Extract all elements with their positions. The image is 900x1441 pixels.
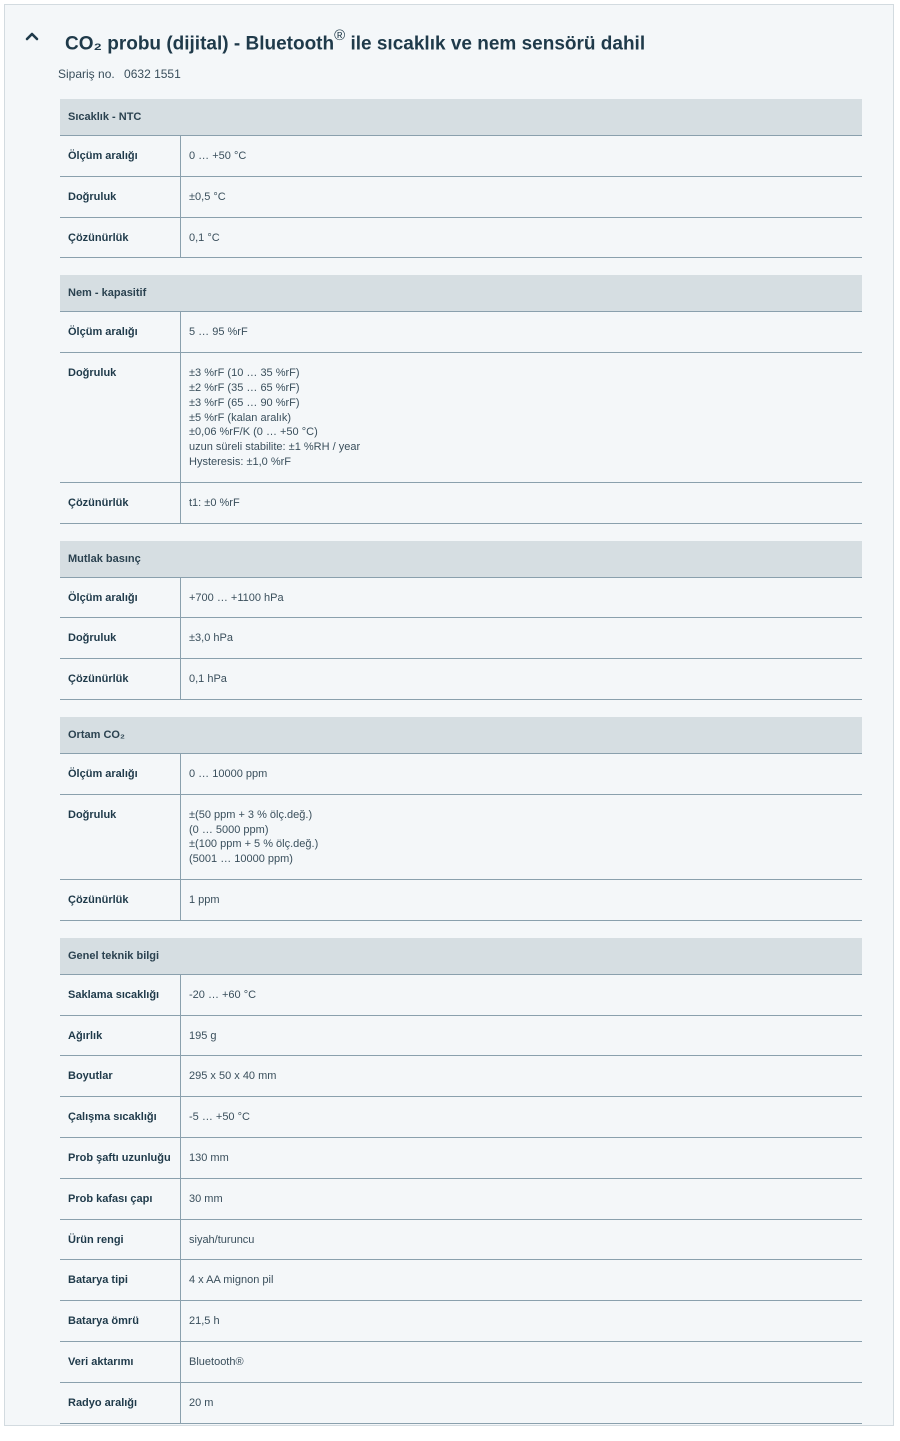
- spec-row: [60, 1179, 862, 1220]
- spec-label: Doğruluk: [60, 795, 181, 879]
- spec-value: t1: ±0 %rF: [189, 496, 240, 509]
- spec-label: Ürün rengi: [60, 1220, 181, 1260]
- spec-value: 0,1 °C: [189, 231, 220, 244]
- spec-value: +700 … +1100 hPa: [189, 591, 284, 604]
- page-title: [65, 29, 645, 55]
- spec-value: ±(50 ppm + 3 % ölç.değ.) (0 … 5000 ppm) ±(100 ppm + 5 % ölç.değ.) (5001 … 10000 ppm): [189, 808, 319, 866]
- spec-section: [60, 275, 862, 523]
- section-header: Ortam CO₂: [60, 717, 862, 754]
- collapse-button[interactable]: [21, 25, 43, 47]
- order-number-label: Sipariş no.: [58, 67, 115, 81]
- spec-value: 1 ppm: [189, 893, 220, 906]
- spec-label: Çözünürlük: [60, 659, 181, 699]
- spec-value: 295 x 50 x 40 mm: [189, 1070, 277, 1083]
- product-spec-panel: [4, 4, 894, 1426]
- spec-row: [60, 1220, 862, 1261]
- spec-label: Radyo aralığı: [60, 1383, 181, 1423]
- spec-value: 0 … +50 °C: [189, 150, 247, 162]
- spec-value: 4 x AA mignon pil: [189, 1274, 274, 1287]
- spec-label: Ağırlık: [60, 1016, 181, 1056]
- title-main: CO₂ probu (dijital) - Bluetooth: [65, 33, 335, 55]
- spec-value: -20 … +60 °C: [189, 988, 257, 1001]
- spec-label: Prob kafası çapı: [60, 1179, 181, 1219]
- spec-value: siyah/turuncu: [189, 1233, 255, 1246]
- registered-mark: ®: [334, 27, 346, 44]
- spec-label: Batarya ömrü: [60, 1301, 181, 1341]
- chevron-up-icon: [25, 31, 39, 41]
- spec-value: 21,5 h: [189, 1315, 220, 1328]
- spec-row: [60, 880, 862, 921]
- spec-label: Ölçüm aralığı: [60, 136, 181, 176]
- spec-section: [60, 717, 862, 921]
- spec-row: [60, 483, 862, 524]
- spec-label: Doğruluk: [60, 177, 181, 217]
- spec-label: Çözünürlük: [60, 218, 181, 258]
- spec-row: [60, 1383, 862, 1424]
- spec-label: Ölçüm aralığı: [60, 754, 181, 794]
- spec-value: ±0,5 °C: [189, 190, 226, 203]
- spec-label: Ölçüm aralığı: [60, 312, 181, 352]
- spec-label: Çözünürlük: [60, 483, 181, 523]
- spec-row: [60, 177, 862, 218]
- spec-label: Prob şaftı uzunluğu: [60, 1138, 181, 1178]
- spec-row: [60, 218, 862, 259]
- spec-section: [60, 99, 862, 258]
- order-number-value: 0632 1551: [124, 67, 181, 81]
- spec-section: [60, 938, 862, 1424]
- spec-label: Çözünürlük: [60, 880, 181, 920]
- spec-row: [60, 659, 862, 700]
- section-header: Sıcaklık - NTC: [60, 99, 862, 136]
- spec-section: [60, 541, 862, 700]
- spec-label: Doğruluk: [60, 353, 181, 482]
- spec-row: [60, 1342, 862, 1383]
- title-rest: ile sıcaklık ve nem sensörü dahil: [345, 33, 646, 55]
- spec-label: Doğruluk: [60, 618, 181, 658]
- spec-row: [60, 1301, 862, 1342]
- spec-value: ±3 %rF (10 … 35 %rF) ±2 %rF (35 … 65 %rF) ±3 %rF (65 … 90 %rF) ±5 %rF (kalan aralık) ±0,06 %rF/K (0 … +50 °C) uzun süreli stabilite: ±1 %RH / year Hysteresis: ±1,0 %rF: [189, 367, 361, 468]
- spec-sections: [60, 99, 862, 1441]
- order-number-line: [58, 67, 181, 81]
- spec-value: -5 … +50 °C: [189, 1111, 250, 1124]
- spec-row: [60, 1016, 862, 1057]
- section-header: Genel teknik bilgi: [60, 938, 862, 975]
- spec-row: [60, 754, 862, 795]
- spec-row: [60, 353, 862, 483]
- spec-row: [60, 975, 862, 1016]
- spec-row: [60, 1097, 862, 1138]
- spec-row: [60, 312, 862, 353]
- spec-label: Ölçüm aralığı: [60, 578, 181, 618]
- spec-value: 195 g: [189, 1029, 217, 1042]
- spec-row: [60, 1056, 862, 1097]
- section-header: Nem - kapasitif: [60, 275, 862, 312]
- spec-label: Veri aktarımı: [60, 1342, 181, 1382]
- spec-value: 20 m: [189, 1396, 214, 1409]
- spec-row: [60, 1260, 862, 1301]
- spec-value: 0 … 10000 ppm: [189, 767, 268, 780]
- spec-label: Batarya tipi: [60, 1260, 181, 1300]
- spec-label: Saklama sıcaklığı: [60, 975, 181, 1015]
- spec-row: [60, 136, 862, 177]
- spec-value: 0,1 hPa: [189, 673, 227, 686]
- spec-row: [60, 578, 862, 619]
- spec-value: Bluetooth®: [189, 1355, 244, 1368]
- spec-value: 5 … 95 %rF: [189, 326, 248, 339]
- spec-row: [60, 618, 862, 659]
- spec-label: Boyutlar: [60, 1056, 181, 1096]
- spec-value: 130 mm: [189, 1151, 229, 1164]
- spec-label: Çalışma sıcaklığı: [60, 1097, 181, 1137]
- spec-value: 30 mm: [189, 1192, 223, 1205]
- spec-row: [60, 795, 862, 880]
- spec-row: [60, 1138, 862, 1179]
- spec-value: ±3,0 hPa: [189, 632, 233, 645]
- section-header: Mutlak basınç: [60, 541, 862, 578]
